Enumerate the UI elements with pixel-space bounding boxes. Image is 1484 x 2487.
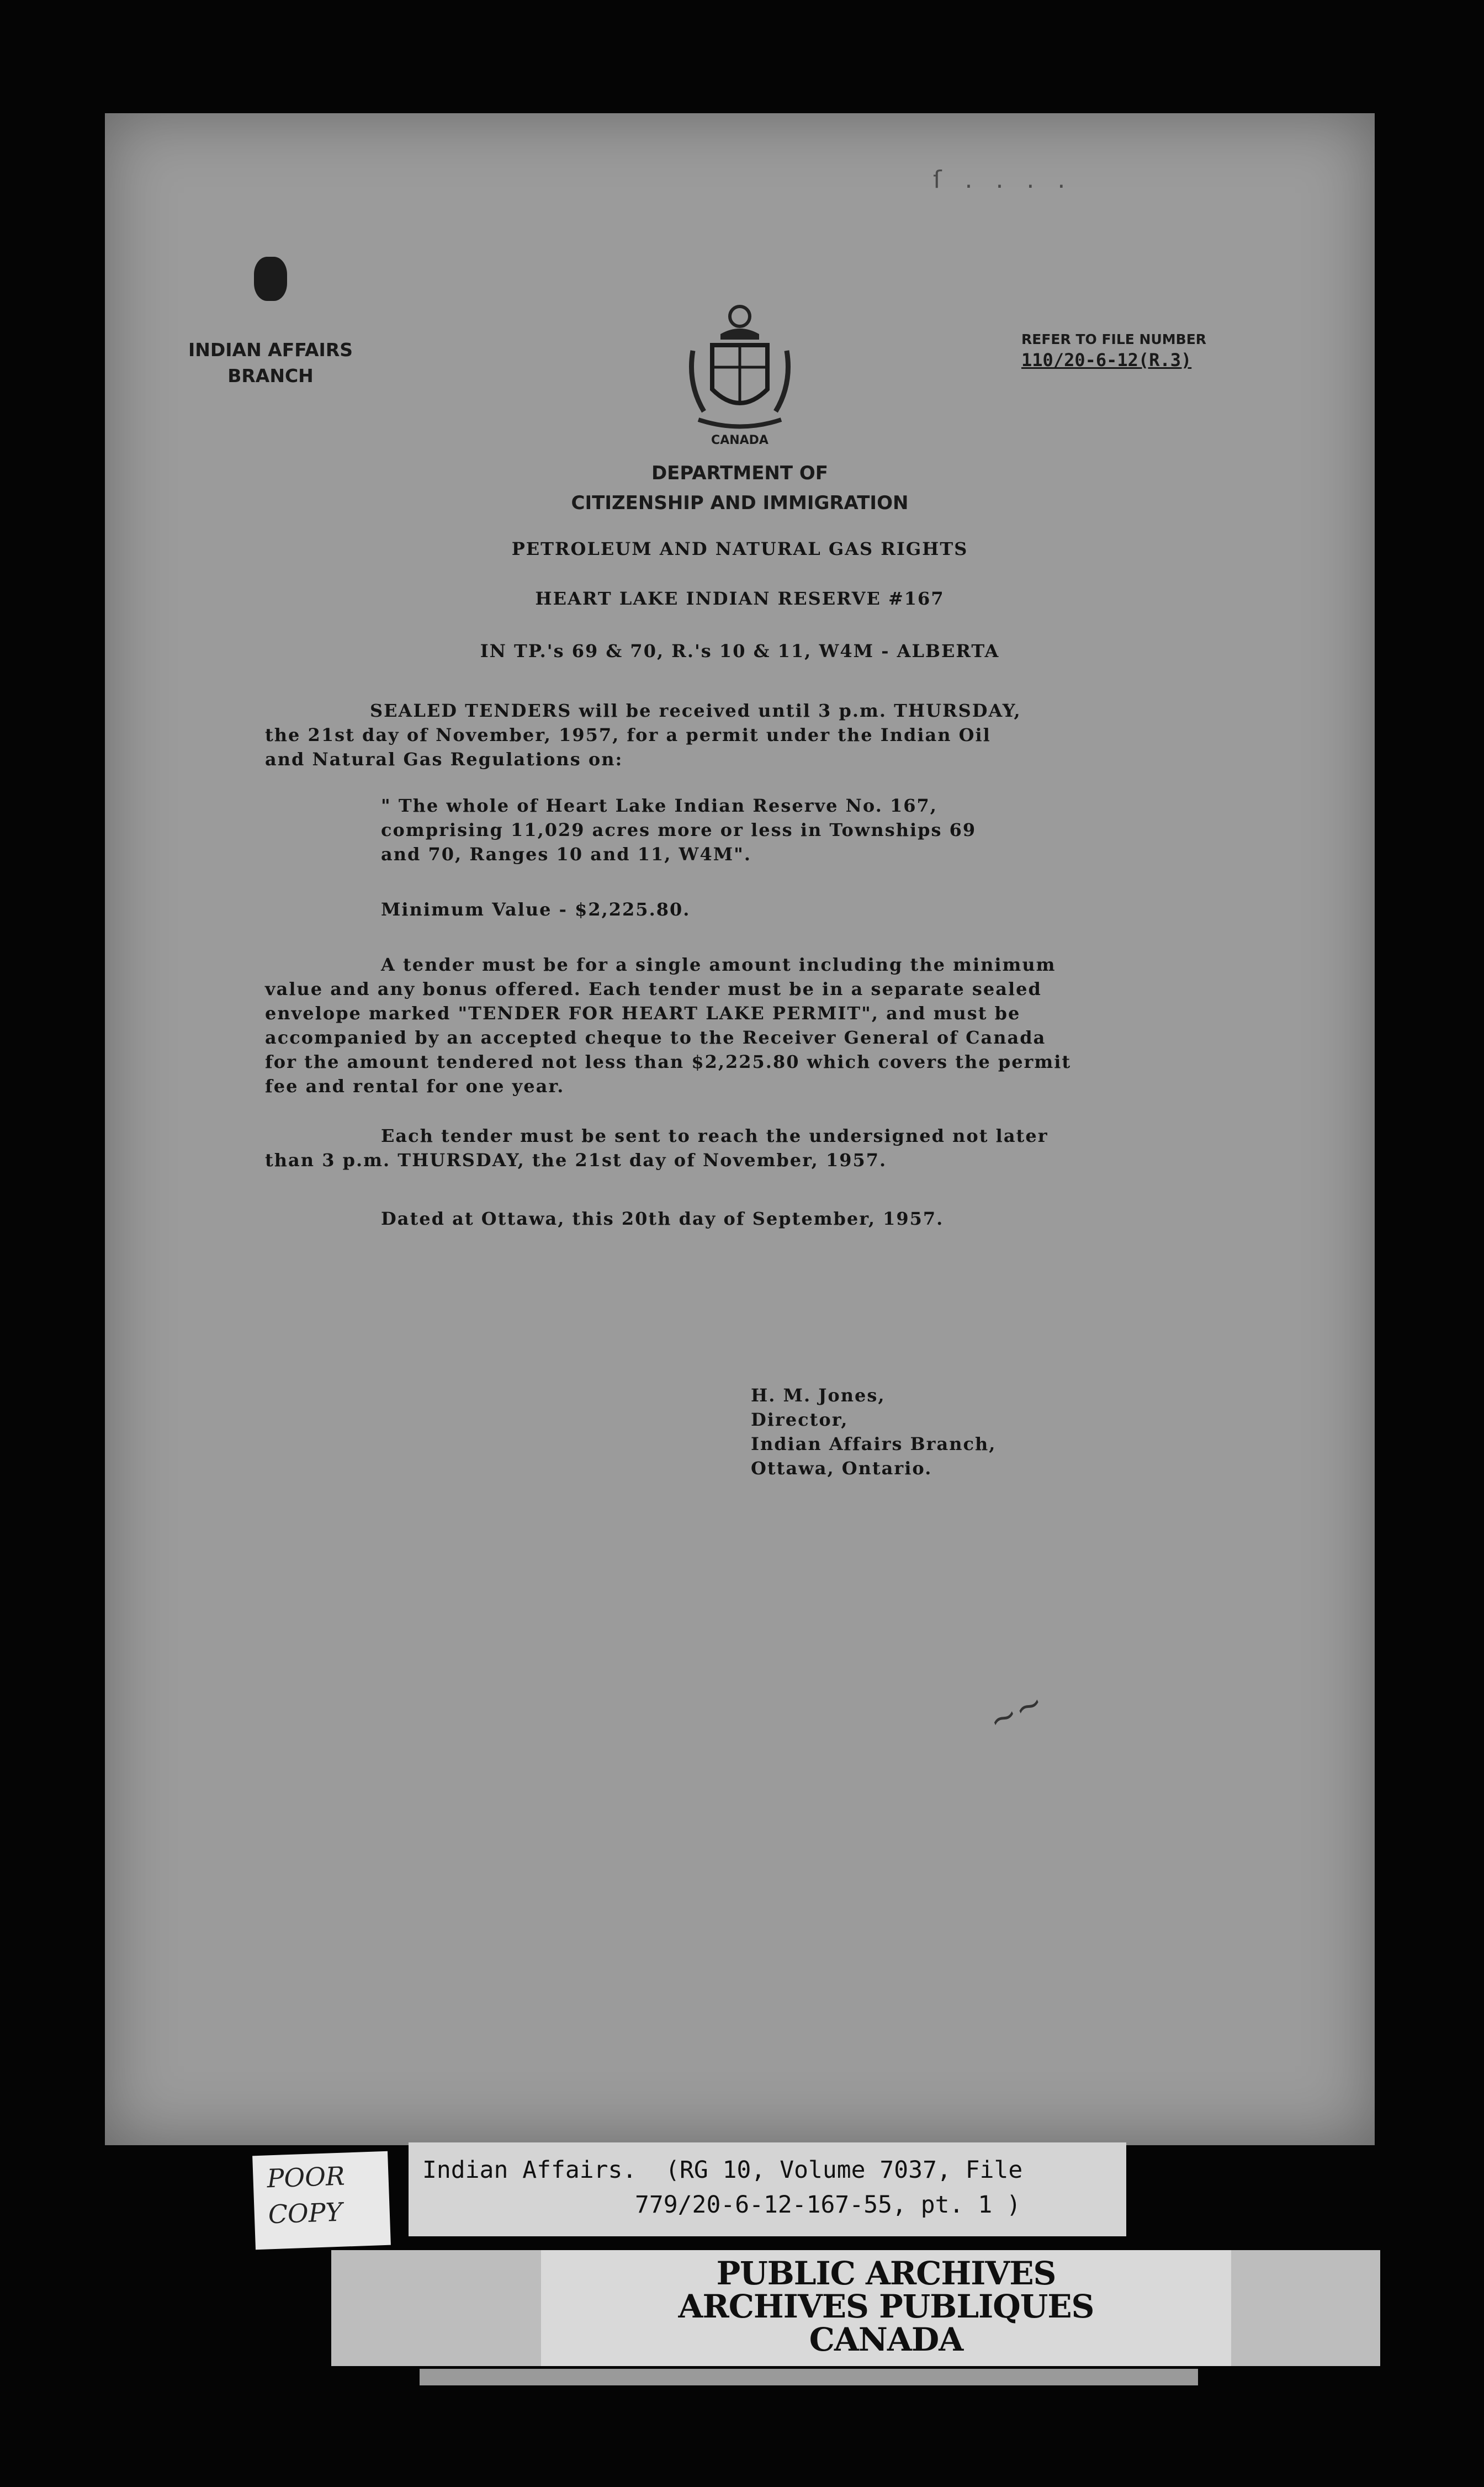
paragraph-line: accompanied by an accepted cheque to the Receiver General of Canada — [265, 1027, 1046, 1048]
coat-of-arms-icon — [682, 301, 798, 433]
pencil-marks: ſ . . . . — [933, 166, 1073, 194]
heading-location: IN TP.'s 69 & 70, R.'s 10 & 11, W4M - ALBERTA — [480, 641, 1000, 662]
paragraph-line: fee and rental for one year. — [265, 1076, 565, 1097]
archive-stamp-strip — [331, 2250, 1380, 2366]
paragraph-line: SEALED TENDERS will be received until 3 p.m. THURSDAY, — [370, 700, 1021, 721]
refer-label: REFER TO FILE NUMBER — [1021, 331, 1207, 347]
quote-line: and 70, Ranges 10 and 11, W4M". — [381, 844, 751, 865]
ink-blot — [254, 257, 287, 301]
heading-reserve: HEART LAKE INDIAN RESERVE #167 — [535, 588, 945, 609]
paragraph-line: Each tender must be sent to reach the undersigned not later — [381, 1125, 1048, 1146]
reference-line: 779/20-6-12-167-55, pt. 1 ) — [635, 2191, 1021, 2219]
handwritten-mark: ~~ — [982, 1682, 1050, 1741]
quote-line: comprising 11,029 acres more or less in Townships 69 — [381, 819, 977, 840]
reference-line: Indian Affairs. (RG 10, Volume 7037, File — [422, 2156, 1023, 2184]
paragraph-line: for the amount tendered not less than $2,225.80 which covers the permit — [265, 1051, 1072, 1072]
paragraph-line: than 3 p.m. THURSDAY, the 21st day of November, 1957. — [265, 1150, 887, 1171]
minimum-value: Minimum Value - $2,225.80. — [381, 899, 691, 920]
branch-name: INDIAN AFFAIRS BRANCH — [188, 339, 353, 387]
signature-block: H. M. Jones, Director, Indian Affairs Branch, Ottawa, Ontario. — [751, 1385, 997, 1479]
archive-reference-label — [409, 2142, 1126, 2236]
paragraph-line: envelope marked "TENDER FOR HEART LAKE PERMIT", and must be — [265, 1003, 1021, 1024]
dated-line: Dated at Ottawa, this 20th day of September, 1957. — [381, 1208, 944, 1229]
paragraph-line: and Natural Gas Regulations on: — [265, 749, 623, 770]
heading-rights: PETROLEUM AND NATURAL GAS RIGHTS — [511, 538, 968, 559]
department-name: DEPARTMENT OF CITIZENSHIP AND IMMIGRATION — [571, 462, 909, 514]
paragraph-line: the 21st day of November, 1957, for a permit under the Indian Oil — [265, 724, 991, 745]
quote-line: " The whole of Heart Lake Indian Reserve No. 167, — [381, 795, 937, 816]
document-page — [105, 113, 1375, 2145]
file-reference — [1021, 331, 1297, 371]
public-archives-stamp: PUBLIC ARCHIVES ARCHIVES PUBLIQUES CANADA — [541, 2250, 1231, 2366]
paragraph-line: value and any bonus offered. Each tender must be in a separate sealed — [265, 978, 1042, 999]
paragraph-line: A tender must be for a single amount including the minimum — [381, 954, 1056, 975]
film-strip-bar — [420, 2369, 1198, 2385]
file-number: 110/20-6-12(R.3) — [1021, 350, 1192, 371]
poor-copy-tag: POOR COPY — [252, 2151, 391, 2250]
seal-caption: CANADA — [711, 433, 768, 447]
